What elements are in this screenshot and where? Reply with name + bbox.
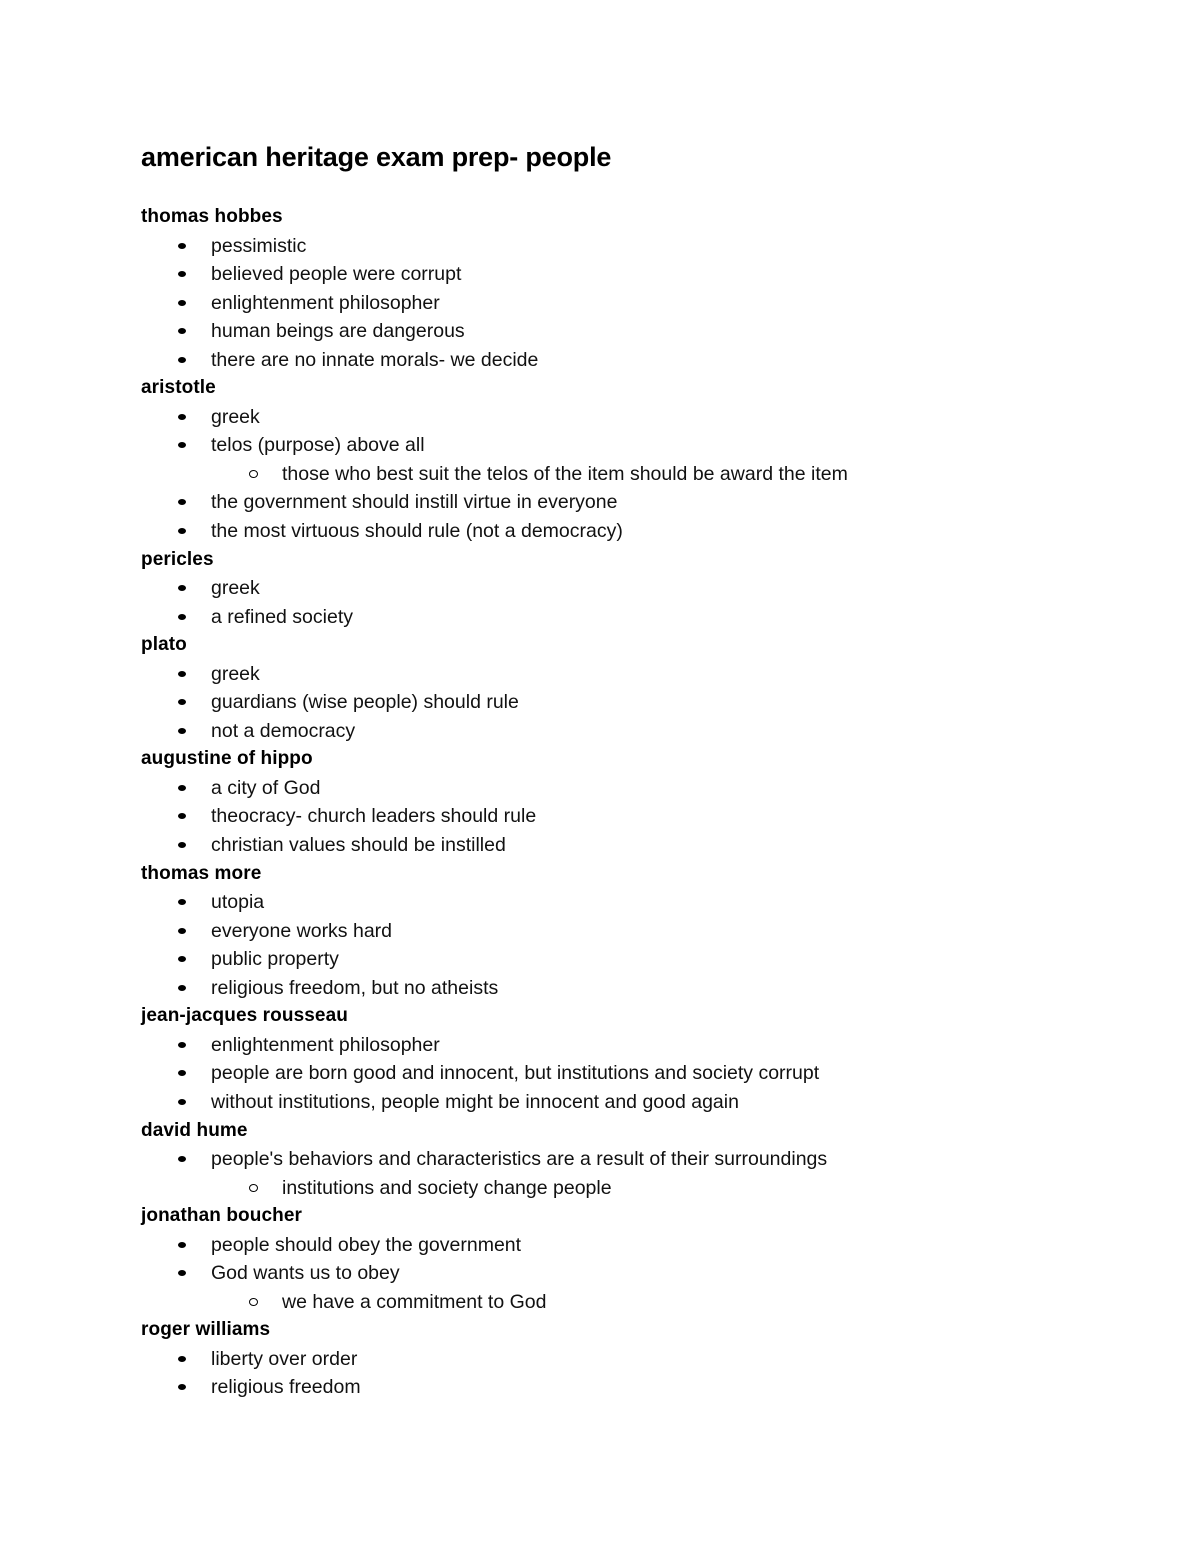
person-heading: plato: [141, 634, 187, 656]
filled-bullet-icon: [178, 928, 186, 934]
filled-bullet-icon: [178, 328, 186, 334]
filled-bullet-icon: [178, 442, 186, 448]
list-item: [141, 917, 1141, 946]
list-item-text: utopia: [211, 891, 265, 914]
person-heading: thomas more: [141, 862, 262, 884]
filled-bullet-icon: [178, 1384, 186, 1390]
filled-bullet-icon: [178, 271, 186, 277]
list-item-text: the government should instill virtue in everyone: [211, 491, 618, 514]
list-item: [141, 431, 1141, 460]
list-item: [141, 974, 1141, 1003]
bullet-list: [141, 888, 1141, 1002]
document-body: [141, 203, 1141, 1402]
list-item-text: enlightenment philosopher: [211, 291, 440, 314]
filled-bullet-icon: [178, 243, 186, 249]
list-item: [141, 260, 1141, 289]
filled-bullet-icon: [178, 899, 186, 905]
filled-bullet-icon: [178, 1156, 186, 1162]
sub-list-item-text: we have a commitment to God: [282, 1290, 547, 1313]
filled-bullet-icon: [178, 985, 186, 991]
list-item: [141, 317, 1141, 346]
filled-bullet-icon: [178, 585, 186, 591]
list-item-text: people's behaviors and characteristics are a result of their surroundings: [211, 1148, 828, 1171]
list-item: [141, 289, 1141, 318]
filled-bullet-icon: [178, 499, 186, 505]
list-item-text: human beings are dangerous: [211, 320, 465, 343]
list-item: [141, 1031, 1141, 1060]
list-item-text: without institutions, people might be innocent and good again: [211, 1090, 739, 1113]
bullet-list: [141, 1145, 1141, 1202]
bullet-list: [141, 232, 1141, 375]
list-item-text: pessimistic: [211, 234, 307, 257]
person-heading: jean-jacques rousseau: [141, 1005, 348, 1027]
list-item: [141, 1345, 1141, 1374]
list-item: [141, 660, 1141, 689]
filled-bullet-icon: [178, 414, 186, 420]
person-heading: pericles: [141, 548, 214, 570]
list-item: [141, 1373, 1141, 1402]
list-item: [141, 774, 1141, 803]
list-item-text: greek: [211, 405, 260, 428]
filled-bullet-icon: [178, 1270, 186, 1276]
list-item-text: christian values should be instilled: [211, 834, 506, 857]
person-section: [141, 631, 1141, 745]
filled-bullet-icon: [178, 300, 186, 306]
person-heading: jonathan boucher: [141, 1205, 302, 1227]
filled-bullet-icon: [178, 1242, 186, 1248]
filled-bullet-icon: [178, 842, 186, 848]
list-item: [141, 346, 1141, 375]
filled-bullet-icon: [178, 728, 186, 734]
list-item: [141, 888, 1141, 917]
person-section: [141, 860, 1141, 1003]
sub-list-item: [141, 1288, 1141, 1317]
filled-bullet-icon: [178, 671, 186, 677]
person-section: [141, 1316, 1141, 1402]
list-item-text: liberty over order: [211, 1347, 358, 1370]
list-item-text: telos (purpose) above all: [211, 434, 425, 457]
bullet-list: [141, 774, 1141, 860]
list-item: [141, 717, 1141, 746]
list-item: [141, 403, 1141, 432]
list-item: [141, 1231, 1141, 1260]
list-item: [141, 1088, 1141, 1117]
list-item-text: the most virtuous should rule (not a democracy): [211, 520, 623, 543]
filled-bullet-icon: [178, 1070, 186, 1076]
filled-bullet-icon: [178, 1356, 186, 1362]
list-item: [141, 574, 1141, 603]
list-item-text: greek: [211, 577, 260, 600]
list-item-text: religious freedom, but no atheists: [211, 976, 499, 999]
list-item: [141, 945, 1141, 974]
list-item: [141, 488, 1141, 517]
bullet-list: [141, 1345, 1141, 1402]
list-item: [141, 688, 1141, 717]
list-item-text: not a democracy: [211, 719, 356, 742]
list-item: [141, 1259, 1141, 1288]
filled-bullet-icon: [178, 528, 186, 534]
list-item-text: enlightenment philosopher: [211, 1033, 440, 1056]
person-section: [141, 374, 1141, 545]
sub-list-item: [141, 1174, 1141, 1203]
list-item-text: guardians (wise people) should rule: [211, 691, 519, 714]
person-heading: roger williams: [141, 1319, 271, 1341]
list-item-text: public property: [211, 948, 339, 971]
person-heading: aristotle: [141, 377, 216, 399]
list-item: [141, 517, 1141, 546]
person-section: [141, 1002, 1141, 1116]
filled-bullet-icon: [178, 785, 186, 791]
list-item-text: people should obey the government: [211, 1233, 522, 1256]
person-section: [141, 1202, 1141, 1316]
person-section: [141, 1117, 1141, 1203]
list-item-text: a refined society: [211, 605, 353, 628]
list-item: [141, 1145, 1141, 1174]
person-heading: david hume: [141, 1119, 248, 1141]
list-item: [141, 802, 1141, 831]
person-heading: thomas hobbes: [141, 206, 283, 227]
list-item: [141, 1059, 1141, 1088]
list-item-text: believed people were corrupt: [211, 263, 462, 286]
page-title: american heritage exam prep- people: [141, 142, 612, 172]
hollow-bullet-icon: [249, 1298, 258, 1306]
bullet-list: [141, 574, 1141, 631]
person-section: [141, 203, 1141, 374]
list-item: [141, 232, 1141, 261]
person-section: [141, 745, 1141, 859]
filled-bullet-icon: [178, 1099, 186, 1105]
hollow-bullet-icon: [249, 1184, 258, 1192]
bullet-list: [141, 660, 1141, 746]
list-item-text: a city of God: [211, 776, 321, 799]
person-section: [141, 546, 1141, 632]
filled-bullet-icon: [178, 956, 186, 962]
list-item-text: there are no innate morals- we decide: [211, 348, 539, 371]
filled-bullet-icon: [178, 357, 186, 363]
list-item-text: people are born good and innocent, but institutions and society corrupt: [211, 1062, 820, 1085]
filled-bullet-icon: [178, 1042, 186, 1048]
list-item-text: religious freedom: [211, 1376, 361, 1399]
filled-bullet-icon: [178, 813, 186, 819]
list-item: [141, 603, 1141, 632]
bullet-list: [141, 1031, 1141, 1117]
filled-bullet-icon: [178, 614, 186, 620]
list-item-text: theocracy- church leaders should rule: [211, 805, 537, 828]
filled-bullet-icon: [178, 699, 186, 705]
hollow-bullet-icon: [249, 470, 258, 478]
list-item-text: greek: [211, 662, 260, 685]
bullet-list: [141, 403, 1141, 546]
sub-list-item: [141, 460, 1141, 489]
bullet-list: [141, 1231, 1141, 1317]
sub-list-item-text: those who best suit the telos of the item should be award the item: [282, 462, 848, 485]
person-heading: augustine of hippo: [141, 748, 313, 770]
list-item: [141, 831, 1141, 860]
list-item-text: everyone works hard: [211, 919, 393, 942]
sub-list-item-text: institutions and society change people: [282, 1176, 612, 1199]
list-item-text: God wants us to obey: [211, 1262, 400, 1285]
